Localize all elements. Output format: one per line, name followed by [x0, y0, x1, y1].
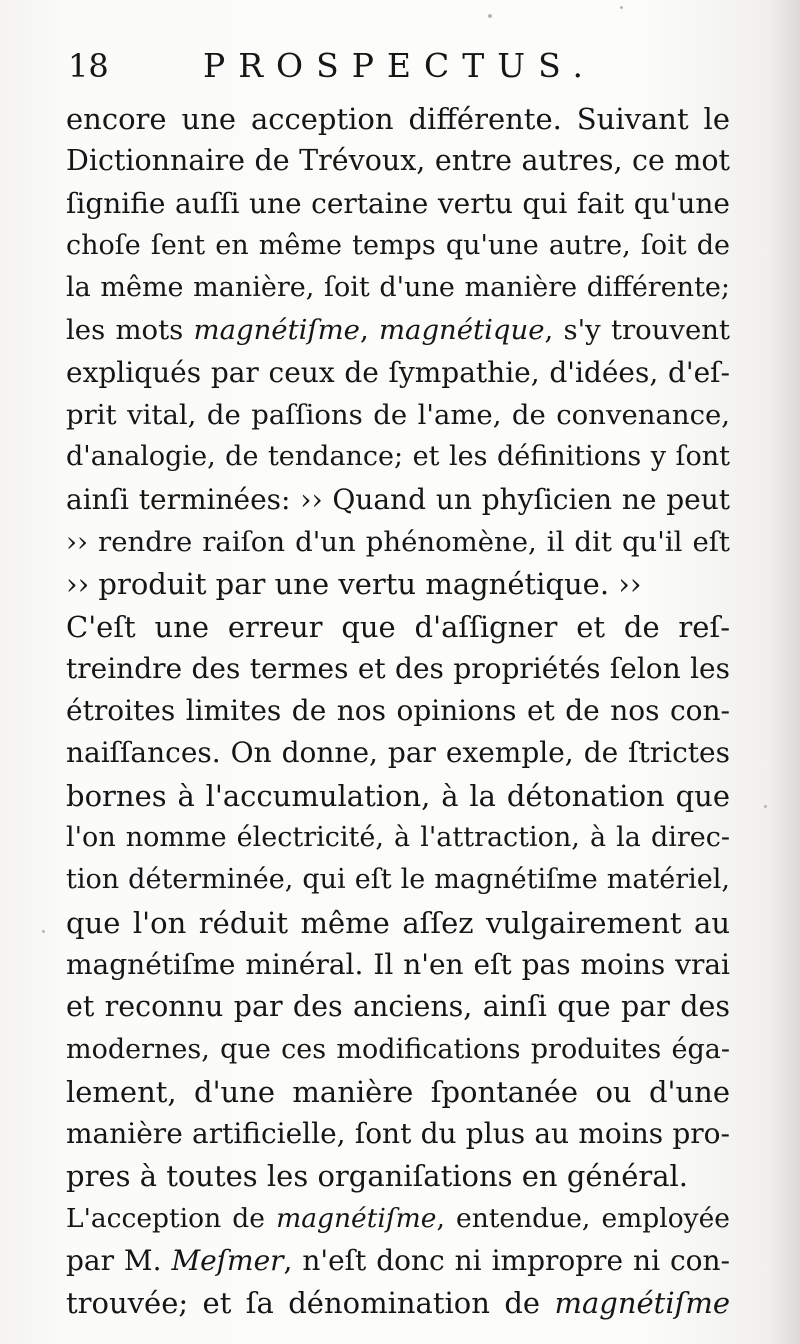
running-title: PROSPECTUS.: [203, 46, 596, 85]
line-text: lement, d'une manière ſpontanée ou d'une: [66, 1074, 730, 1109]
line-text: modernes, que ces modifications produites éga-: [66, 1033, 730, 1065]
scan-speck: [764, 805, 767, 808]
line-text: prit vital, de paſſions de l'ame, de convenance,: [66, 399, 730, 432]
line-text: , entendue, employée: [436, 1202, 730, 1234]
line-text: magnétiſme minéral. Il n'en eſt pas moins vrai: [66, 947, 730, 981]
line-text: , s'y trouvent: [544, 314, 730, 347]
text-line: [66, 436, 730, 478]
line-text: pres à toutes les organiſations en général.: [66, 1159, 689, 1194]
line-text: L'acception de: [66, 1202, 277, 1234]
text-line: [66, 817, 730, 859]
text-line: [66, 352, 730, 394]
text-line: [66, 394, 730, 436]
line-text: ,: [359, 314, 379, 347]
text-line: [66, 98, 730, 140]
text-line: [66, 732, 730, 774]
text-line: [66, 1155, 730, 1197]
text-line: [66, 479, 730, 521]
line-text: tion déterminée, qui eſt le magnétiſme matériel,: [66, 864, 730, 896]
page-number: 18: [68, 47, 109, 85]
line-text: d'analogie, de tendance; et les définitions y ſont: [66, 441, 730, 473]
line-text: ainſi terminées: ›› Quand un phyſicien ne peut: [66, 482, 730, 516]
scan-speck: [620, 6, 623, 9]
text-line: [66, 309, 730, 351]
text-line: [66, 1113, 730, 1155]
text-line: [66, 902, 730, 944]
line-text: manière artificielle, ſont du plus au moins pro-: [66, 1117, 730, 1151]
text-line: [66, 944, 730, 986]
line-text: et reconnu par des anciens, ainſi que par des: [66, 990, 730, 1024]
text-line: [66, 606, 730, 648]
italic-text: magnétiſme: [193, 314, 360, 347]
text-line: [66, 1029, 730, 1071]
line-text: bornes à l'accumulation, à la détonation que: [66, 778, 730, 813]
line-text: par M.: [66, 1244, 172, 1278]
text-line: [66, 986, 730, 1028]
italic-text: magnétiſme: [554, 1286, 730, 1321]
line-text: naiſſances. On donne, par exemple, de ſtrictes: [66, 736, 730, 770]
line-text: expliqués par ceux de ſympathie, d'idées, d'eſ-: [66, 355, 730, 389]
line-text: treindre des termes et des propriétés ſelon les: [66, 651, 730, 685]
text-line: [66, 1198, 730, 1240]
line-text: ›› rendre raiſon d'un phénomène, il dit qu'il eſt: [66, 525, 730, 558]
text-line: [66, 648, 730, 690]
italic-text: magnétiſme: [276, 1202, 437, 1234]
text-line: [66, 1071, 730, 1113]
line-text: les mots: [66, 314, 194, 347]
text-line: [66, 563, 730, 605]
text-line: [66, 859, 730, 901]
line-text: encore une acception différente. Suivant le: [66, 102, 730, 136]
text-line: [66, 1282, 730, 1324]
line-text: Dictionnaire de Trévoux, entre autres, ce mot: [66, 144, 730, 178]
line-text: trouvée; et ſa dénomination de: [66, 1286, 555, 1321]
page-header: [68, 44, 688, 88]
text-line: [66, 140, 730, 182]
line-text: C'eſt une erreur que d'aſſigner et de reſ-: [66, 609, 730, 644]
line-text: ſignifie auſſi une certaine vertu qui fait qu'une: [66, 186, 730, 220]
text-line: [66, 1240, 730, 1282]
line-text: la même manière, ſoit d'une manière différente;: [66, 272, 730, 304]
line-text: l'on nomme électricité, à l'attraction, à la direc-: [66, 822, 730, 854]
text-line: [66, 690, 730, 732]
line-text: choſe ſent en même temps qu'une autre, ſoit de: [66, 229, 730, 261]
text-line: [66, 521, 730, 563]
text-line: [66, 225, 730, 267]
italic-text: magnétique: [378, 314, 545, 347]
line-text: , n'eſt donc ni impropre ni con-: [283, 1244, 730, 1278]
line-text: étroites limites de nos opinions et de nos con-: [66, 694, 730, 728]
text-line: [66, 183, 730, 225]
scan-speck: [42, 930, 45, 933]
text-line: [66, 775, 730, 817]
line-text: que l'on réduit même aſſez vulgairement au: [66, 905, 730, 940]
body-text: [66, 98, 730, 1325]
italic-text: Meſmer: [171, 1244, 284, 1278]
text-line: [66, 267, 730, 309]
scan-speck: [488, 14, 492, 18]
line-text: ›› produit par une vertu magnétique. ››: [66, 567, 642, 602]
